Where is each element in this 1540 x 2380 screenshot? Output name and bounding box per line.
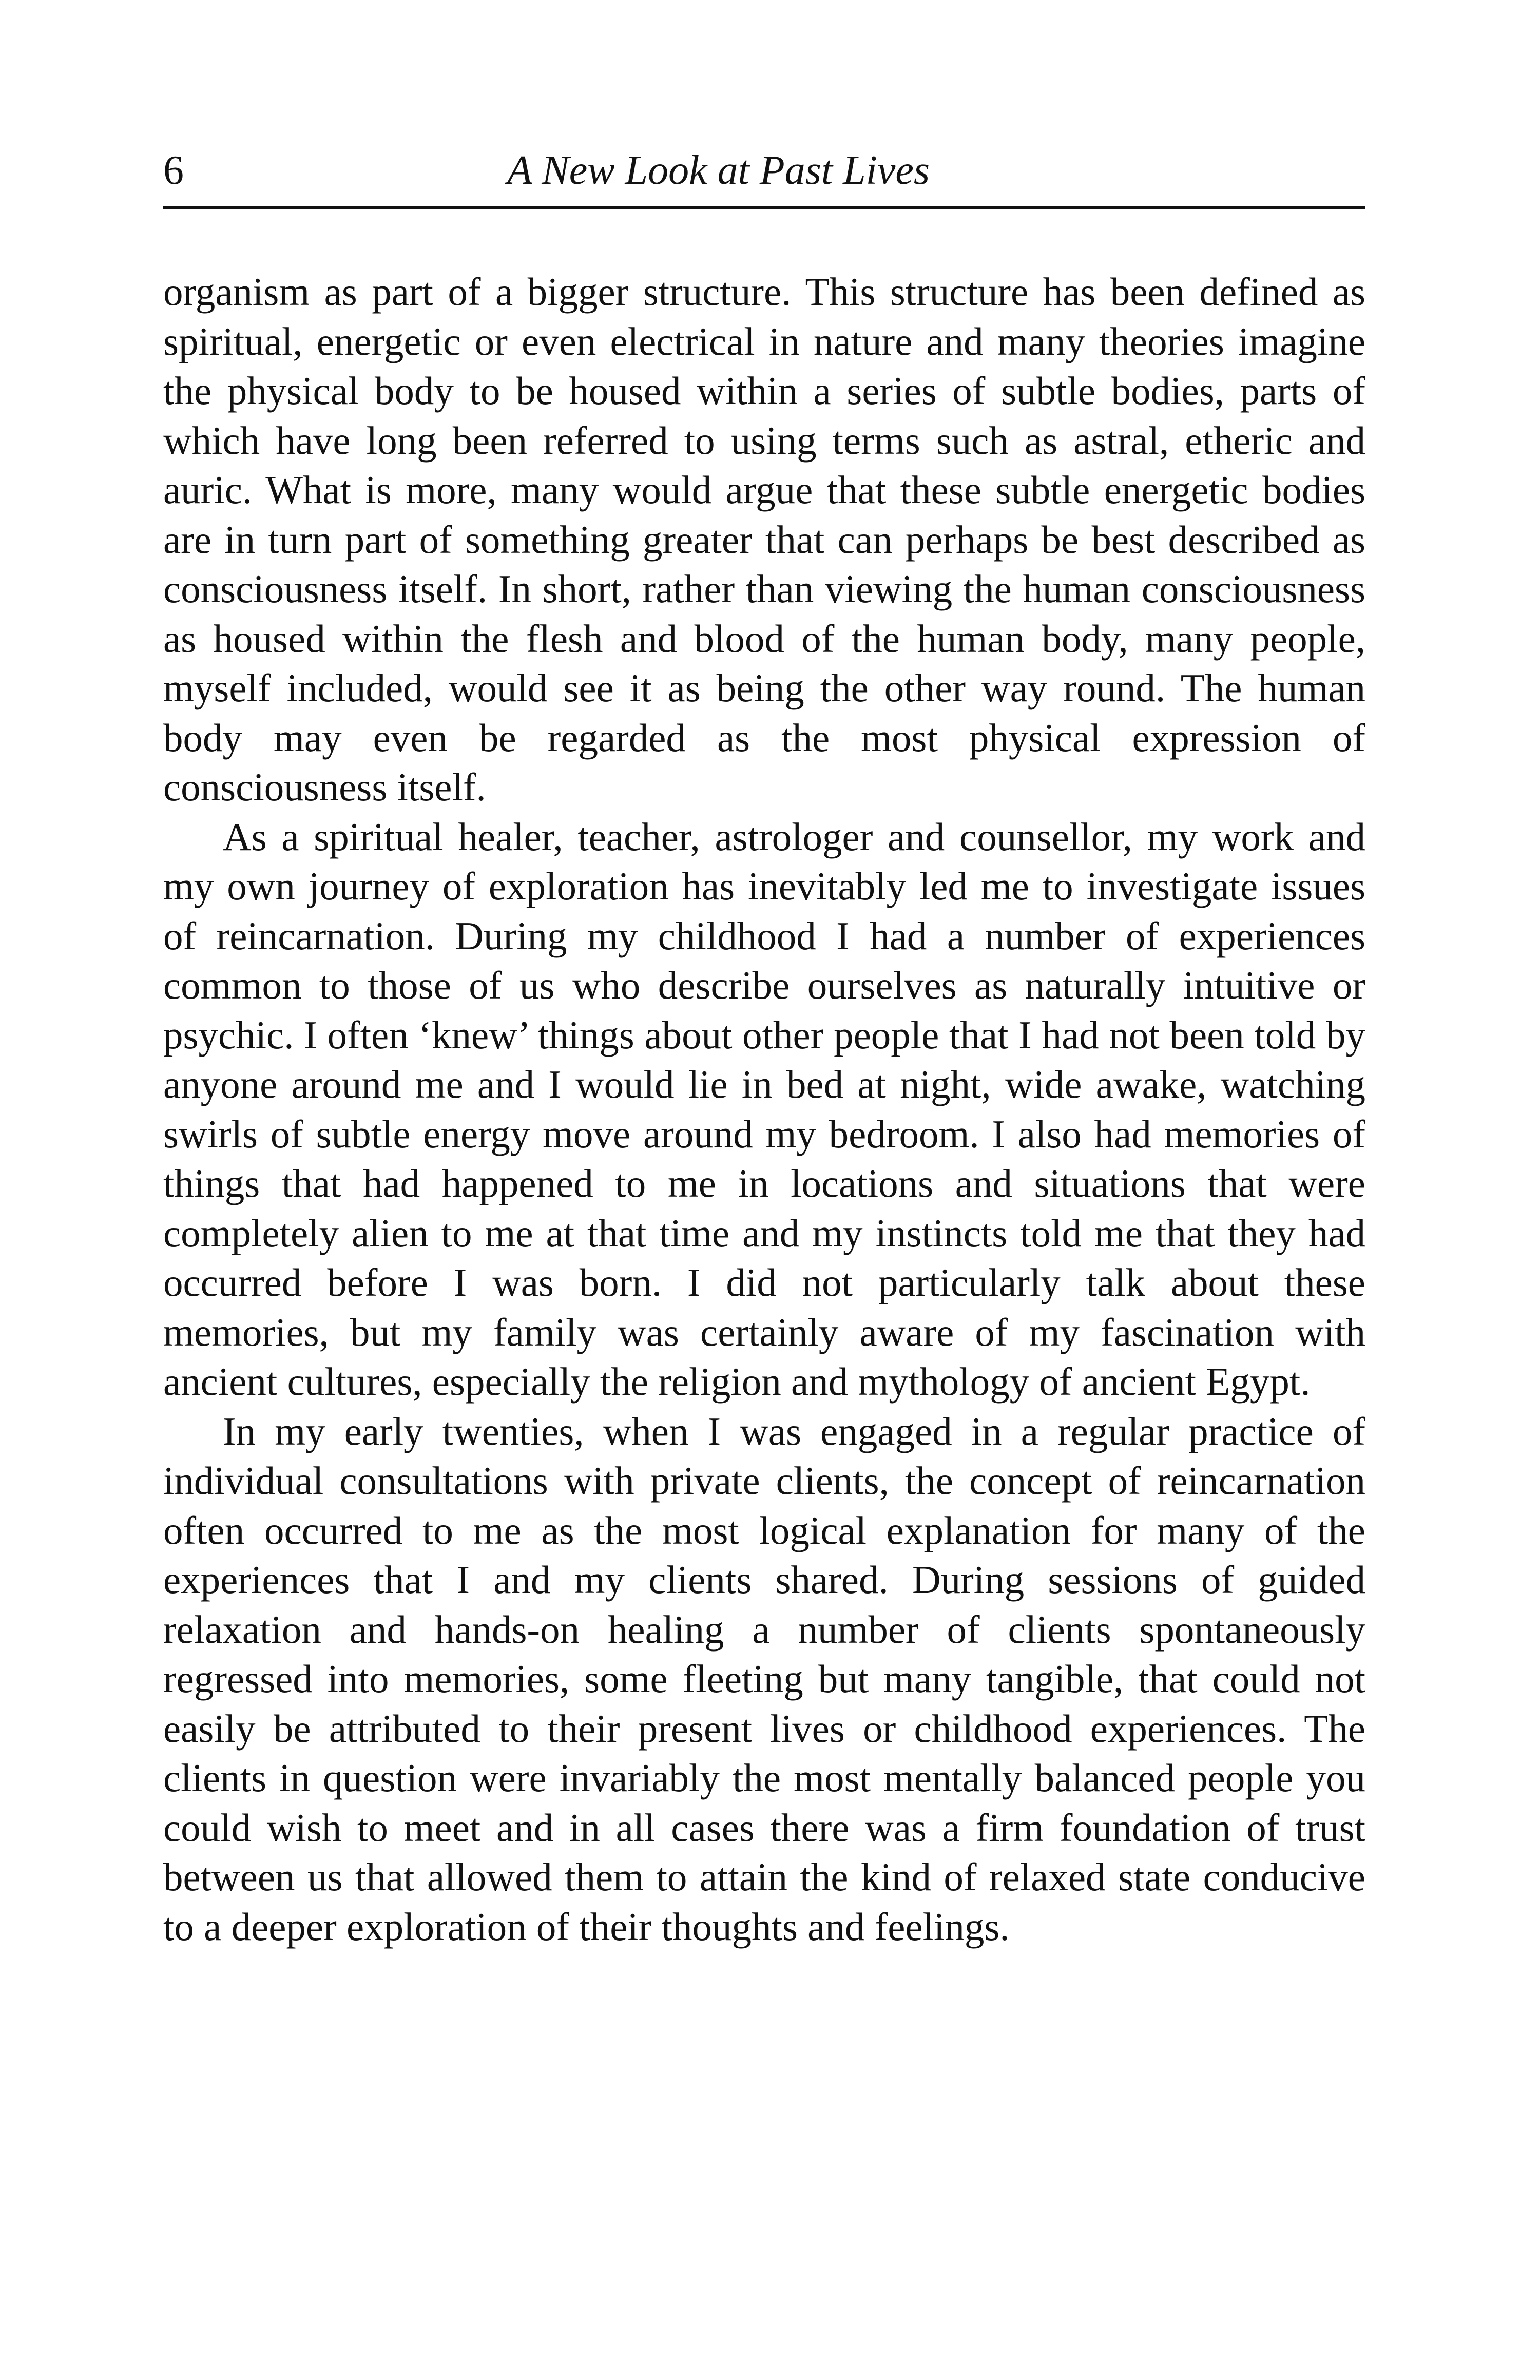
running-header bbox=[163, 149, 1365, 209]
book-page bbox=[163, 149, 1365, 1951]
book-title: A New Look at Past Lives bbox=[507, 148, 930, 193]
paragraph-1: organism as part of a bigger structure. This structure has been defined as spiritual, energetic or even electrical in nature and many theories imagine the physical body to be housed within a series of subtle bodies, parts of which have long been referred to using terms such as astral, etheric and auric. What is more, many would argue that these subtle energetic bodies are in turn part of something greater that can perhaps be best described as consciousness itself. In short, rather than viewing the human consciousness as housed within the flesh and blood of the human body, many people, myself included, would see it as being the other way round. The human body may even be regarded as the most physical expression of consciousness itself. bbox=[163, 270, 1365, 809]
paragraph-2: As a spiritual healer, teacher, astrologer and counsellor, my work and my own journey of exploration has inevitably led me to investigate issues of reincarnation. During my childhood I had a number of experiences common to those of us who describe ourselves as naturally intuitive or psychic. I often ‘knew’ things about other people that I had not been told by anyone around me and I would lie in bed at night, wide awake, watching swirls of subtle energy move around my bedroom. I also had memories of things that had happened to me in locations and situations that were completely alien to me at that time and my instincts told me that they had occurred before I was born. I did not particularly talk about these memories, but my family was certainly aware of my fascination with ancient cultures, especially the religion and mythology of ancient Egypt. bbox=[163, 814, 1365, 1404]
body-text bbox=[163, 267, 1365, 1951]
paragraph-3: In my early twenties, when I was engaged in a regular practice of individual consultations with private clients, the concept of reincarnation often occurred to me as the most logical explanation for many of the experiences that I and my clients shared. During sessions of guided relaxation and hands-on healing a number of clients spontaneously regressed into memories, some fleeting but many tangible, that could not easily be attributed to their present lives or childhood experiences. The clients in question were invariably the most mentally balanced people you could wish to meet and in all cases there was a firm foundation of trust between us that allowed them to attain the kind of relaxed state conducive to a deeper exploration of their thoughts and feelings. bbox=[163, 1409, 1365, 1949]
page-number: 6 bbox=[163, 148, 184, 193]
